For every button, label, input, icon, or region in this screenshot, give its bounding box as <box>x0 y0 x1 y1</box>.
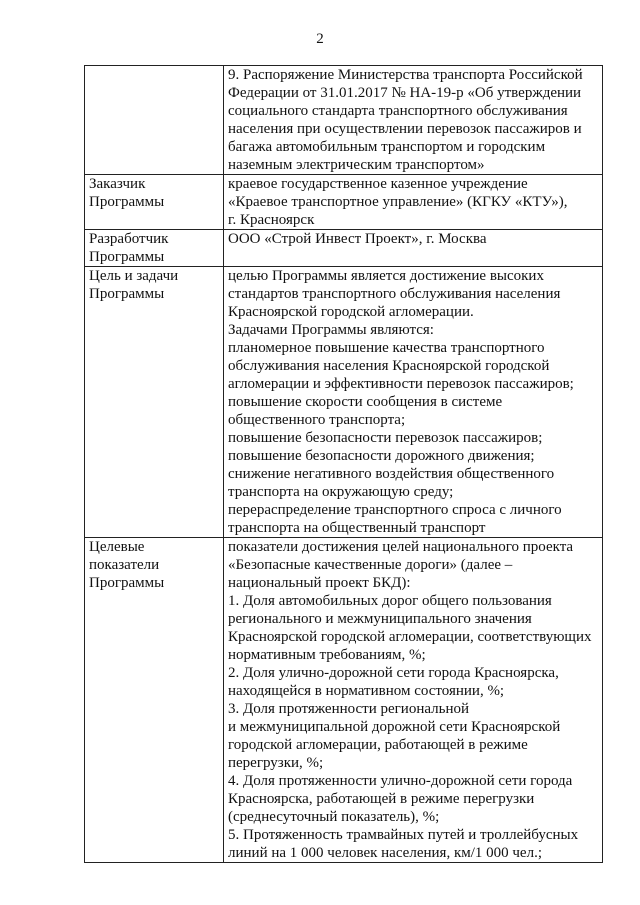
text-line: общественного транспорта; <box>228 412 406 428</box>
text-line: обслуживания населения Красноярской городской <box>228 358 550 374</box>
text-line: нормативным требованиям, %; <box>228 647 426 663</box>
label-line: Программы <box>89 575 165 591</box>
table-row <box>85 230 603 267</box>
text-line: городской агломерации, работающей в режиме <box>228 737 528 753</box>
text-line: ООО «Строй Инвест Проект», г. Москва <box>228 231 487 247</box>
text-line: и межмуниципальной дорожной сети Красноярской <box>228 719 561 735</box>
text-line: 1. Доля автомобильных дорог общего пользования <box>228 593 552 609</box>
text-line: «Безопасные качественные дороги» (далее – <box>228 557 513 573</box>
label-line: Целевые <box>89 539 145 555</box>
text-line: планомерное повышение качества транспортного <box>228 340 545 356</box>
text-line: повышение безопасности перевозок пассажиров; <box>228 430 543 446</box>
table-row <box>85 538 603 863</box>
text-line: повышение безопасности дорожного движения; <box>228 448 535 464</box>
row-value-cell <box>224 175 603 230</box>
text-line: линий на 1 000 человек населения, км/1 000 чел.; <box>228 845 542 861</box>
text-line: социального стандарта транспортного обслуживания <box>228 103 568 119</box>
text-line: национальный проект БКД): <box>228 575 411 591</box>
label-line: Цель и задачи <box>89 268 179 284</box>
row-label-cell <box>85 538 224 863</box>
label-line: Программы <box>89 249 165 265</box>
text-line: регионального и межмуниципального значения <box>228 611 532 627</box>
text-line: повышение скорости сообщения в системе <box>228 394 503 410</box>
text-line: целью Программы является достижение высоких <box>228 268 544 284</box>
table-row <box>85 66 603 175</box>
text-line: Красноярска, работающей в режиме перегрузки <box>228 791 535 807</box>
text-line: Красноярской городской агломерации. <box>228 304 474 320</box>
text-line: перераспределение транспортного спроса с личного <box>228 502 562 518</box>
row-value-cell <box>224 66 603 175</box>
text-line: транспорта на окружающую среду; <box>228 484 454 500</box>
text-line: наземным электрическим транспортом» <box>228 157 485 173</box>
text-line: населения при осуществлении перевозок пассажиров и <box>228 121 582 137</box>
table-row <box>85 267 603 538</box>
row-label-cell <box>85 230 224 267</box>
text-line: показатели достижения целей национального проекта <box>228 539 574 555</box>
text-line: транспорта на общественный транспорт <box>228 520 486 536</box>
text-line: Красноярской городской агломерации, соответствующих <box>228 629 592 645</box>
text-line: (среднесуточный показатель), %; <box>228 809 440 825</box>
text-line: находящейся в нормативном состоянии, %; <box>228 683 505 699</box>
text-line: снижение негативного воздействия общественного <box>228 466 555 482</box>
text-line: краевое государственное казенное учреждение <box>228 176 528 192</box>
row-value-cell <box>224 267 603 538</box>
text-line: Задачами Программы являются: <box>228 322 434 338</box>
page-number: 2 <box>316 31 324 47</box>
row-value-cell <box>224 538 603 863</box>
row-label-cell <box>85 66 224 175</box>
text-line: 4. Доля протяженности улично-дорожной сети города <box>228 773 573 789</box>
label-line: показатели <box>89 557 160 573</box>
row-value-cell <box>224 230 603 267</box>
label-line: Программы <box>89 194 165 210</box>
row-label-cell <box>85 175 224 230</box>
text-line: 5. Протяженность трамвайных путей и троллейбусных <box>228 827 579 843</box>
text-line: багажа автомобильным транспортом и городским <box>228 139 546 155</box>
text-line: «Краевое транспортное управление» (КГКУ «КТУ»), <box>228 194 568 210</box>
text-line: г. Красноярск <box>228 212 315 228</box>
label-line: Разработчик <box>89 231 169 247</box>
text-line: 3. Доля протяженности региональной <box>228 701 470 717</box>
text-line: перегрузки, %; <box>228 755 324 771</box>
row-label-cell <box>85 267 224 538</box>
text-line: Федерации от 31.01.2017 № НА-19-р «Об утверждении <box>228 85 582 101</box>
label-line: Заказчик <box>89 176 146 192</box>
text-line: 9. Распоряжение Министерства транспорта Российской <box>228 67 583 83</box>
program-passport-table <box>84 65 603 863</box>
text-line: стандартов транспортного обслуживания населения <box>228 286 561 302</box>
table-row <box>85 175 603 230</box>
label-line: Программы <box>89 286 165 302</box>
text-line: агломерации и эффективности перевозок пассажиров; <box>228 376 574 392</box>
text-line: 2. Доля улично-дорожной сети города Красноярска, <box>228 665 559 681</box>
